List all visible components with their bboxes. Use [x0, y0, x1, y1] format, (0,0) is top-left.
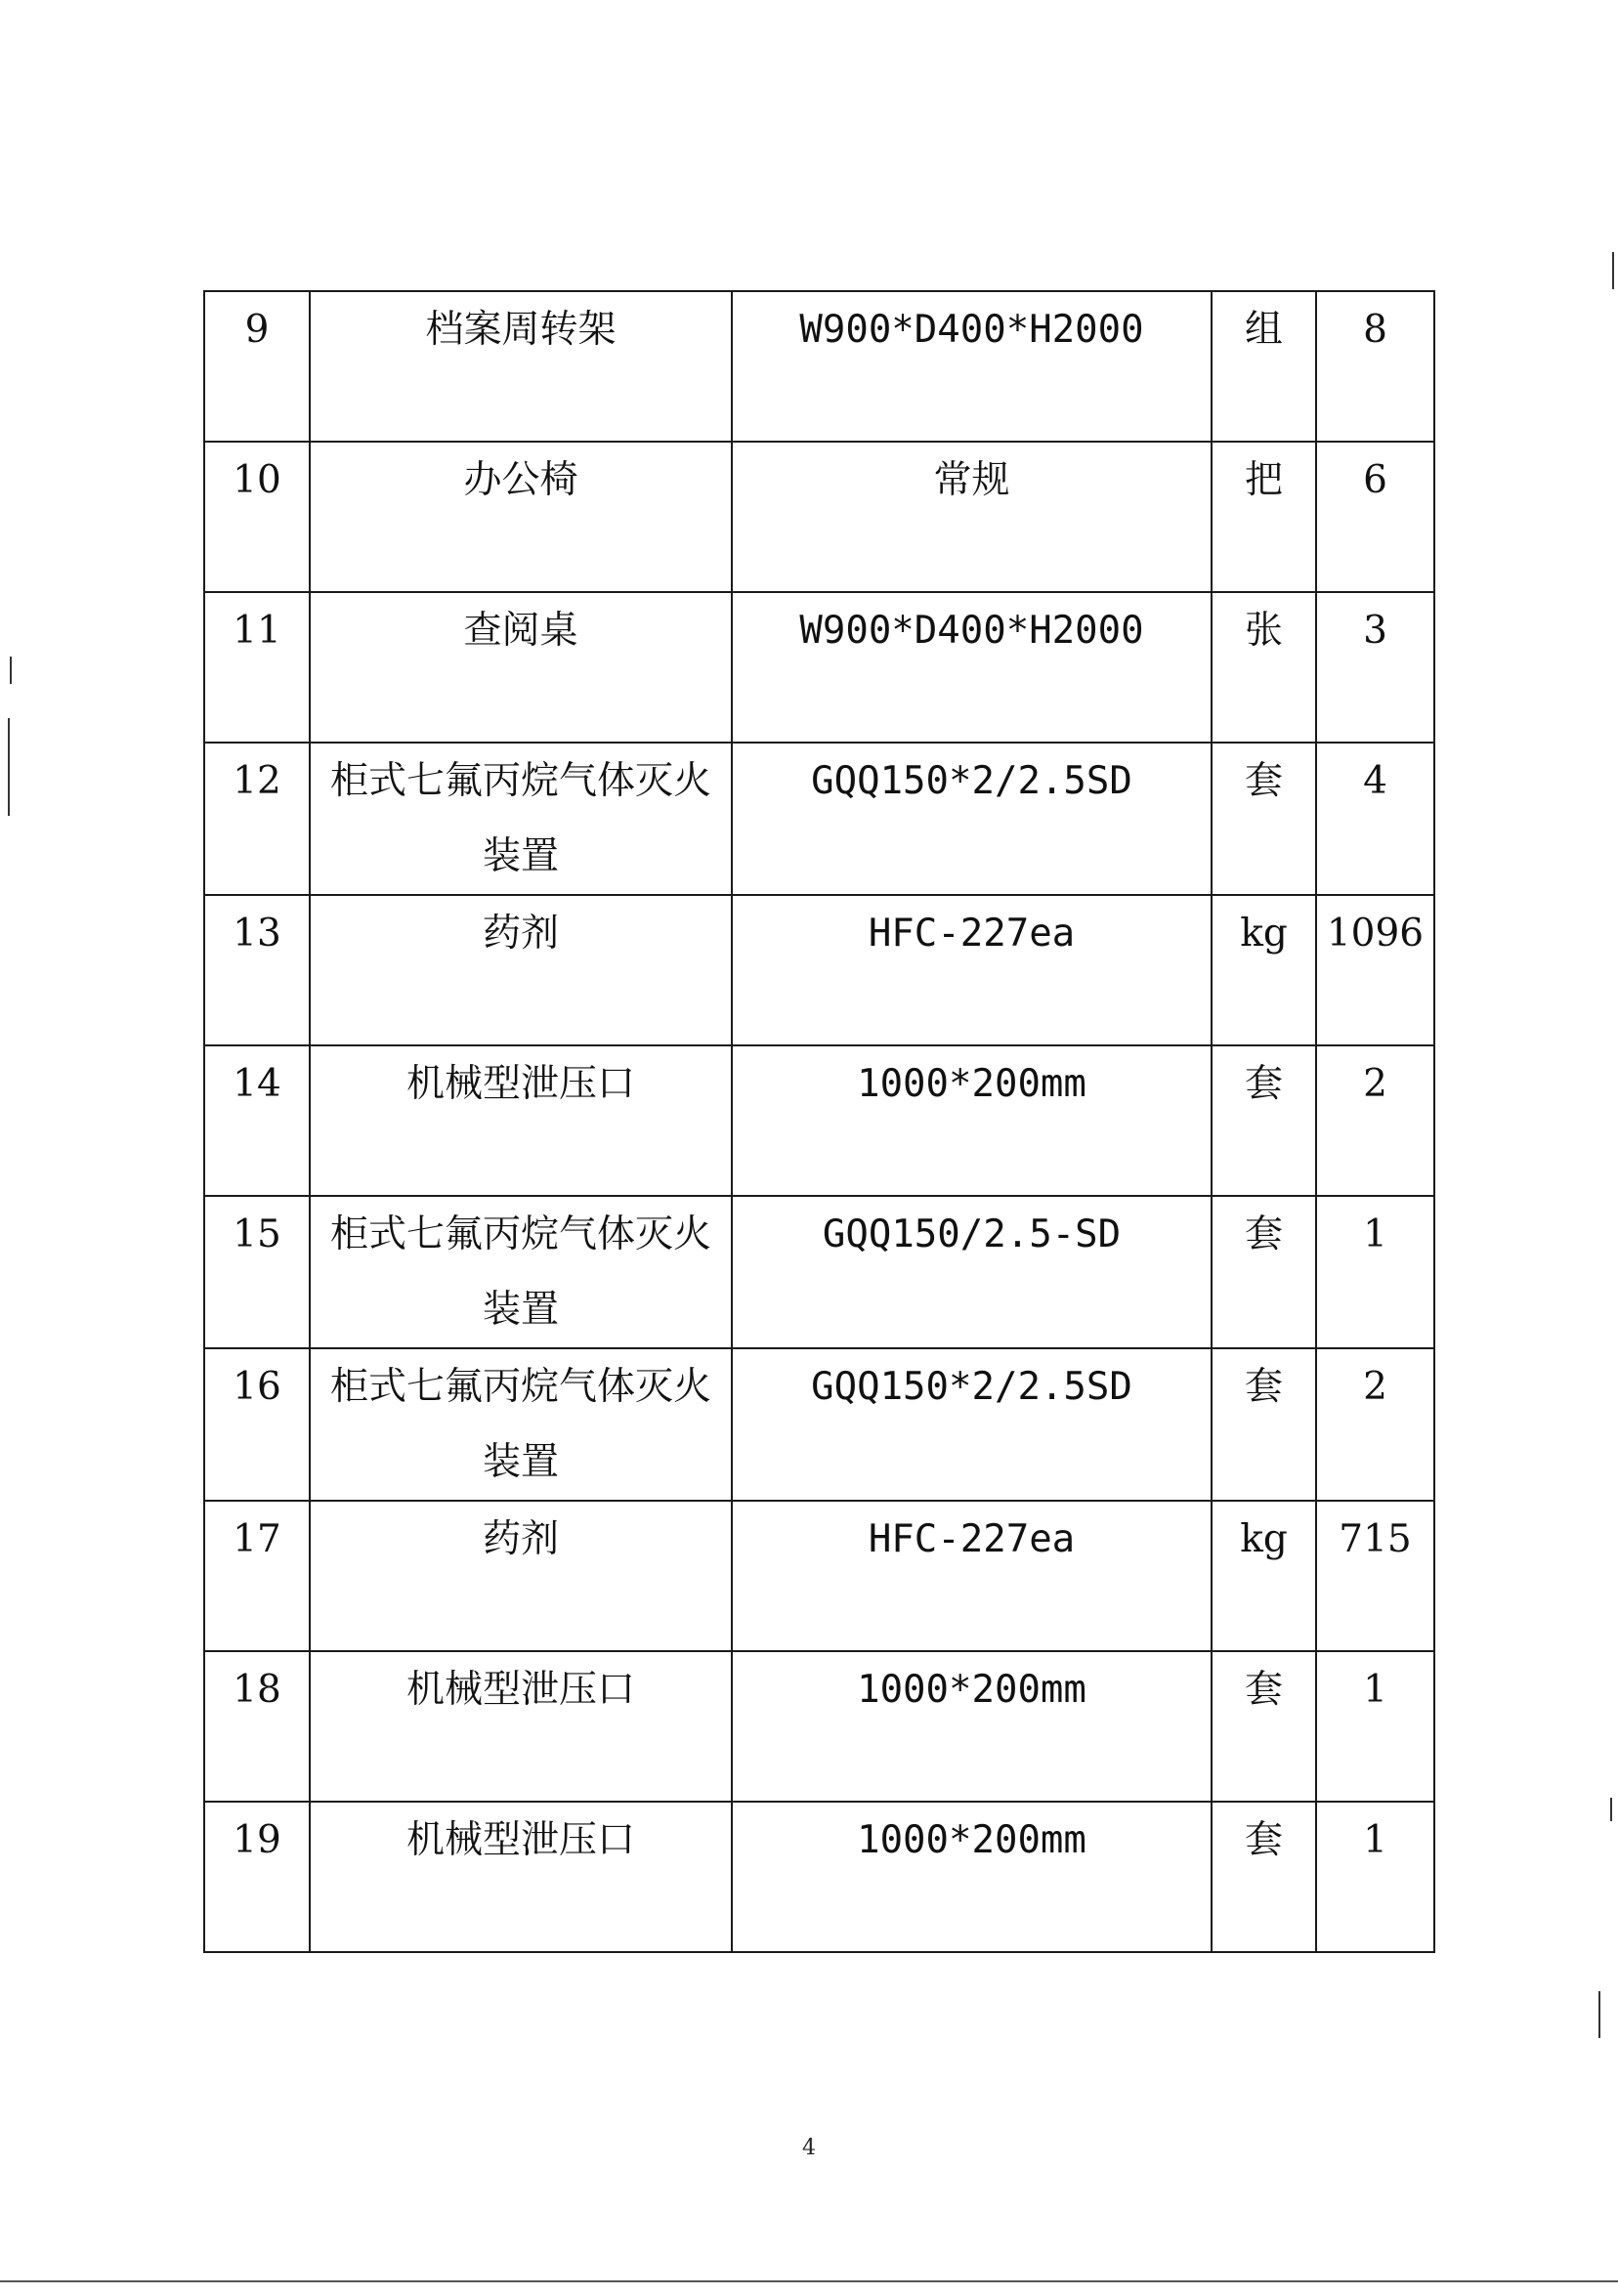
item-quantity-cell: 715 [1316, 1501, 1434, 1651]
item-unit-cell: 套 [1212, 1196, 1316, 1348]
table-row [204, 291, 1434, 442]
item-spec-cell: 1000*200mm [732, 1802, 1212, 1952]
scan-edge-line [0, 2280, 1618, 2282]
item-spec-cell: 常规 [732, 442, 1212, 592]
item-number-cell: 16 [204, 1348, 310, 1501]
item-unit-cell: 把 [1212, 442, 1316, 592]
item-quantity-cell: 1096 [1316, 895, 1434, 1045]
item-quantity-cell: 2 [1316, 1348, 1434, 1501]
table-row [204, 1651, 1434, 1802]
item-unit-cell: 组 [1212, 291, 1316, 442]
item-unit-cell: 套 [1212, 1348, 1316, 1501]
table-row [204, 895, 1434, 1045]
item-number-cell: 14 [204, 1045, 310, 1196]
item-name-cell: 柜式七氟丙烷气体灭火装置 [310, 743, 732, 895]
item-unit-cell: 套 [1212, 1045, 1316, 1196]
item-number-cell: 9 [204, 291, 310, 442]
item-spec-cell: HFC-227ea [732, 1501, 1212, 1651]
equipment-table [203, 290, 1435, 1953]
table-row [204, 1196, 1434, 1348]
page-number: 4 [802, 2136, 816, 2160]
item-name-cell: 药剂 [310, 1501, 732, 1651]
item-name-cell: 药剂 [310, 895, 732, 1045]
item-name-cell: 机械型泄压口 [310, 1045, 732, 1196]
table-row [204, 1802, 1434, 1952]
item-name-cell: 机械型泄压口 [310, 1651, 732, 1802]
item-quantity-cell: 1 [1316, 1802, 1434, 1952]
item-unit-cell: 套 [1212, 1802, 1316, 1952]
item-spec-cell: 1000*200mm [732, 1651, 1212, 1802]
item-number-cell: 15 [204, 1196, 310, 1348]
item-quantity-cell: 1 [1316, 1196, 1434, 1348]
item-spec-cell: GQQ150*2/2.5SD [732, 743, 1212, 895]
table-row [204, 1045, 1434, 1196]
table-row [204, 1501, 1434, 1651]
equipment-table-body [204, 291, 1434, 1952]
table-row [204, 743, 1434, 895]
item-number-cell: 13 [204, 895, 310, 1045]
item-spec-cell: W900*D400*H2000 [732, 592, 1212, 743]
item-name-cell: 查阅桌 [310, 592, 732, 743]
item-unit-cell: 套 [1212, 1651, 1316, 1802]
item-spec-cell: GQQ150*2/2.5SD [732, 1348, 1212, 1501]
table-row [204, 1348, 1434, 1501]
item-name-cell: 机械型泄压口 [310, 1802, 732, 1952]
item-unit-cell: kg [1212, 895, 1316, 1045]
scan-mark [8, 718, 10, 816]
table-row [204, 592, 1434, 743]
item-quantity-cell: 3 [1316, 592, 1434, 743]
item-quantity-cell: 8 [1316, 291, 1434, 442]
item-quantity-cell: 1 [1316, 1651, 1434, 1802]
item-quantity-cell: 2 [1316, 1045, 1434, 1196]
item-unit-cell: kg [1212, 1501, 1316, 1651]
item-quantity-cell: 4 [1316, 743, 1434, 895]
scan-mark [1610, 1798, 1612, 1821]
item-unit-cell: 张 [1212, 592, 1316, 743]
item-number-cell: 10 [204, 442, 310, 592]
item-number-cell: 19 [204, 1802, 310, 1952]
scan-mark [1598, 1991, 1600, 2038]
item-name-cell: 档案周转架 [310, 291, 732, 442]
item-unit-cell: 套 [1212, 743, 1316, 895]
item-spec-cell: W900*D400*H2000 [732, 291, 1212, 442]
scan-mark [10, 657, 12, 684]
item-number-cell: 12 [204, 743, 310, 895]
table-row [204, 442, 1434, 592]
item-name-cell: 柜式七氟丙烷气体灭火装置 [310, 1196, 732, 1348]
item-name-cell: 办公椅 [310, 442, 732, 592]
item-quantity-cell: 6 [1316, 442, 1434, 592]
item-name-cell: 柜式七氟丙烷气体灭火装置 [310, 1348, 732, 1501]
item-spec-cell: HFC-227ea [732, 895, 1212, 1045]
item-spec-cell: GQQ150/2.5-SD [732, 1196, 1212, 1348]
item-number-cell: 18 [204, 1651, 310, 1802]
scan-mark [1612, 252, 1614, 289]
item-number-cell: 17 [204, 1501, 310, 1651]
item-number-cell: 11 [204, 592, 310, 743]
item-spec-cell: 1000*200mm [732, 1045, 1212, 1196]
